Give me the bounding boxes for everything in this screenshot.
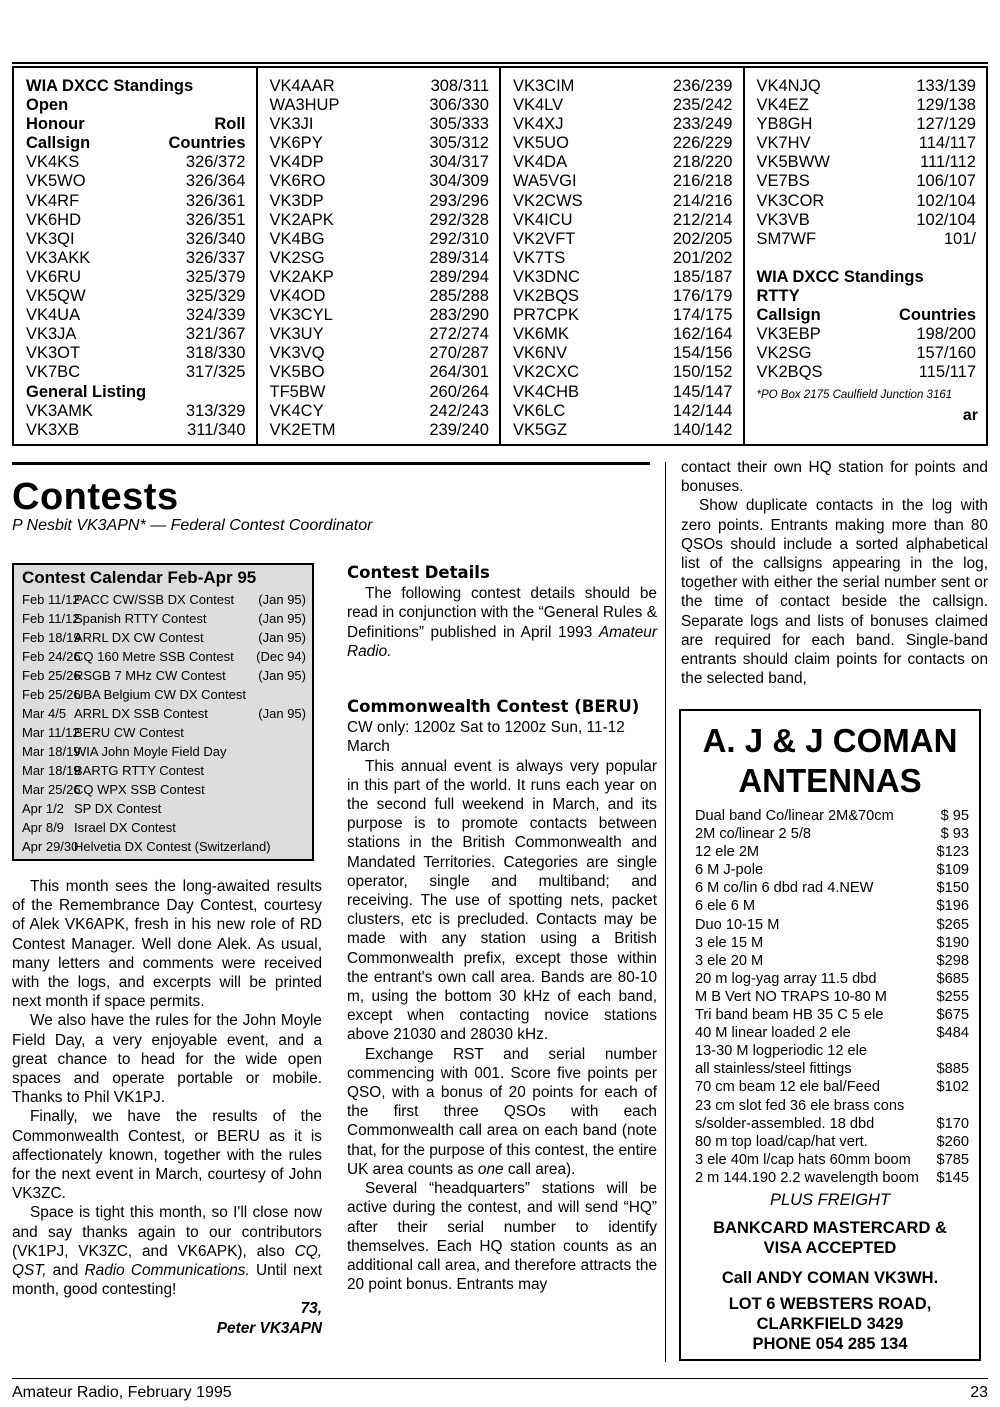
- intro-paragraph: This month sees the long-awaited results of the Remembrance Day Contest, courtesy of Alek VK6APK, fresh in his new role of RD Contest Manager. Well done Alek. As usual, many letters and comments were received with the logs, and excerpts will be printed next month if space permits.: [12, 878, 322, 1011]
- rules-paragraph: Show duplicate contacts in the log with zero points. Entrants making more than 80 QSOs should include a sorted alphabetical list of the callsigns appearing in the log, together with either the serial number sent or the time of contact beside the callsign. Separate logs and lists of bonuses claimed are required for each band. Single-band entrants should claim points for contacts on the selected band,: [681, 497, 988, 688]
- table-row: VK6PY 305/312: [269, 134, 489, 153]
- table-row: VK5BO 264/301: [269, 363, 489, 382]
- table-row: 3 ele 40m l/cap hats 60mm boom $785: [695, 1151, 969, 1168]
- table-row: WA5VGI 216/218: [513, 172, 733, 191]
- beru-paragraph: Several “headquarters” stations will be active during the contest, and will send “HQ” after their serial number to identify themselves. Each HQ station counts as an additional call area, and therefore attracts the 20 point bonus. Entrants may: [347, 1180, 657, 1294]
- table-row: 6 M J-pole $109: [695, 862, 969, 879]
- footer-publication: Amateur Radio, February 1995: [12, 1384, 232, 1401]
- table-row: VK7BC 317/325: [26, 363, 246, 382]
- payment-line: VISA ACCEPTED: [763, 1238, 897, 1257]
- table-row: VK3AMK 313/329: [26, 401, 246, 420]
- table-row: VK4KS 326/372: [26, 153, 246, 172]
- table-row: VK3DNC 185/187: [513, 267, 733, 286]
- standings-column-1: [14, 68, 256, 444]
- table-row: VK3CYL 283/290: [269, 306, 489, 325]
- table-row: VK2APK 292/328: [269, 210, 489, 229]
- table-row: VK3VB 102/104: [756, 210, 976, 229]
- table-row: VK6NV 154/156: [513, 344, 733, 363]
- end-mark: ar: [962, 406, 978, 424]
- contact-line: Call ANDY COMAN VK3WH.: [721, 1268, 939, 1287]
- table-row: Duo 10-15 M $265: [695, 916, 969, 933]
- calendar-list: [14, 590, 312, 856]
- price-list: [681, 801, 979, 1187]
- signoff: 73,: [300, 1300, 322, 1318]
- address-line: LOT 6 WEBSTERS ROAD,: [728, 1294, 932, 1313]
- standings-column-3: [499, 68, 743, 444]
- table-row: VK3DP 293/296: [269, 191, 489, 210]
- table-row: VK3CIM 236/239: [513, 77, 733, 95]
- calendar-row: Feb 11/12 Spanish RTTY Contest (Jan 95): [22, 611, 306, 626]
- table-row: VK3OT 318/330: [26, 344, 246, 363]
- standings-sub-open: Open: [26, 96, 69, 115]
- page-number: 23: [970, 1384, 988, 1401]
- intro-paragraph: Space is tight this month, so I'll close now and say thanks again to our contributors (VK1PJ, VK3ZC, and VK6APK), also CQ, QST, and Radio Communications. Until next month, good contesting!: [12, 1204, 322, 1299]
- table-row: VK3QI 326/340: [26, 229, 246, 248]
- table-row: VK5BWW 111/112: [756, 153, 976, 172]
- table-row: VK5WO 326/364: [26, 172, 246, 191]
- beru-times: CW only: 1200z Sat to 1200z Sun, 11-12 March: [347, 719, 625, 756]
- general-list: [26, 402, 248, 440]
- table-row: VK3VQ 270/287: [269, 344, 489, 363]
- table-row: VK2BQS 115/117: [756, 363, 976, 382]
- calendar-row: Apr 1/2 SP DX Contest: [22, 801, 162, 816]
- table-row: VK4RF 326/361: [26, 191, 246, 210]
- calendar-row: Mar 4/5 ARRL DX SSB Contest (Jan 95): [22, 706, 306, 721]
- table-row: VK3AKK 326/337: [26, 248, 246, 267]
- table-row: 6 ele 6 M $196: [695, 898, 969, 915]
- table-row: 3 ele 20 M $298: [695, 952, 969, 969]
- table-row: VK3JI 305/333: [269, 115, 489, 134]
- payment-line: BANKCARD MASTERCARD &: [713, 1218, 947, 1237]
- details-paragraph: The following contest details should be read in conjunction with the “General Rules & Definitions” published in April 1993 Amateur Radio.: [347, 585, 657, 660]
- calendar-row: Feb 25/26 UBA Belgium CW DX Contest: [22, 687, 246, 702]
- table-row: 20 m log-yag array 11.5 dbd $685: [695, 970, 969, 987]
- column-header: Callsign Countries: [26, 134, 246, 153]
- section-title: Contests: [12, 476, 179, 518]
- rtty-column-header: Callsign Countries: [756, 306, 976, 325]
- table-row: VK4DA 218/220: [513, 153, 733, 172]
- table-row: M B Vert NO TRAPS 10-80 M $255: [695, 988, 969, 1005]
- table-row: VK6LC 142/144: [513, 401, 733, 420]
- general-listing-heading: General Listing: [26, 382, 147, 401]
- column-rule: [665, 462, 666, 1362]
- table-row: VK6RO 304/309: [269, 172, 489, 191]
- rules-paragraph: contact their own HQ station for points and bonuses.: [681, 459, 988, 496]
- table-row: VK6HD 326/351: [26, 210, 246, 229]
- table-row: VK6RU 325/379: [26, 267, 246, 286]
- table-row: VK3EBP 198/200: [756, 325, 976, 344]
- rtty-title: WIA DXCC Standings: [756, 267, 924, 286]
- table-row: VK2CXC 150/152: [513, 363, 733, 382]
- top-rule: [12, 62, 988, 64]
- table-row: VK2VFT 202/205: [513, 229, 733, 248]
- section-rule: [12, 462, 650, 465]
- table-row: s/solder-assembled. 18 dbd $170: [695, 1115, 969, 1132]
- table-row: all stainless/steel fittings $885: [695, 1061, 969, 1078]
- table-row: YB8GH 127/129: [756, 115, 976, 134]
- freight-note: PLUS FREIGHT: [769, 1190, 891, 1209]
- table-row: 70 cm beam 12 ele bal/Feed $102: [695, 1079, 969, 1096]
- standings-column-4: [743, 68, 987, 444]
- intro-paragraph: We also have the rules for the John Moyle Field Day, a very enjoyable event, and a great chance to head for the wide open spaces and operate portable or mobile. Thanks to Phil VK1PJ.: [12, 1012, 322, 1107]
- table-row: VK2SG 289/314: [269, 248, 489, 267]
- beru-heading: Commonwealth Contest (BERU): [347, 697, 640, 717]
- calendar-row: Feb 11/12 PACC CW/SSB DX Contest (Jan 95): [22, 592, 306, 607]
- rules-column: [681, 458, 988, 688]
- table-row: VK2BQS 176/179: [513, 287, 733, 306]
- table-row: VK4XJ 233/249: [513, 115, 733, 134]
- calendar-row: Apr 8/9 Israel DX Contest: [22, 820, 176, 835]
- table-row: VK3UY 272/274: [269, 325, 489, 344]
- table-row: VK5GZ 140/142: [513, 420, 733, 439]
- table-row: VK4ICU 212/214: [513, 210, 733, 229]
- table-row: VK2CWS 214/216: [513, 191, 733, 210]
- dxcc-standings-table: [12, 66, 988, 446]
- intro-paragraph: Finally, we have the results of the Commonwealth Contest, or BERU as it is affectionately known, together with the rules for the next event in March, courtesy of John VK3ZC.: [12, 1108, 322, 1203]
- table-row: 40 M linear loaded 2 ele $484: [695, 1025, 969, 1042]
- calendar-title: Contest Calendar Feb-Apr 95: [22, 568, 257, 587]
- table-row: VK2SG 157/160: [756, 344, 976, 363]
- author-address: *PO Box 2175 Caulfield Junction 3161: [756, 389, 953, 402]
- table-row: VK4CY 242/243: [269, 401, 489, 420]
- standings-list: [757, 77, 979, 249]
- table-row: Tri band beam HB 35 C 5 ele $675: [695, 1007, 969, 1024]
- calendar-row: Mar 18/19 BARTG RTTY Contest: [22, 763, 205, 778]
- intro-column: [12, 877, 322, 1338]
- table-row: 2M co/linear 2 5/8 $ 93: [695, 826, 969, 843]
- byline: P Nesbit VK3APN* — Federal Contest Coordinator: [12, 517, 373, 534]
- signature: Peter VK3APN: [216, 1319, 322, 1337]
- table-row: 3 ele 15 M $190: [695, 934, 969, 951]
- footer-rule: [12, 1378, 988, 1379]
- table-row: VK4AAR 308/311: [269, 77, 489, 95]
- table-row: VK4UA 324/339: [26, 306, 246, 325]
- rtty-list: [757, 325, 979, 382]
- table-row: 13-30 M logperiodic 12 ele: [695, 1043, 867, 1060]
- beru-paragraph: This annual event is always very popular in this part of the world. It runs each year on the second full weekend in March, and its purpose is to promote contacts between stations in the British Commonwealth and Mandated Territories. Categories are single operator, single and multiband; and receiving. The use of spotting nets, packet clusters, etc is precluded. Contacts may be made with any station using a British Commonwealth prefix, except those within the entrant's own call area. Bands are 80-10 m, using the bottom 30 kHz of each band, except when contacting novice stations above 21030 and 28030 kHz.: [347, 757, 657, 1044]
- table-row: VK4NJQ 133/139: [756, 77, 976, 95]
- table-row: VK3COR 102/104: [756, 191, 976, 210]
- calendar-row: Mar 25/26 CQ WPX SSB Contest: [22, 782, 205, 797]
- beru-paragraph: Exchange RST and serial number commencing with 001. Score five points per QSO, with a bonus of 20 points for each of the first three QSOs with each Commonwealth call area on each band (note that, for the purpose of this contest, the entire UK area counts as one call area).: [347, 1045, 657, 1178]
- calendar-row: Mar 18/19 WIA John Moyle Field Day: [22, 744, 227, 759]
- standings-column-2: [256, 68, 500, 444]
- table-row: VK5UO 226/229: [513, 134, 733, 153]
- calendar-row: Mar 11/12 BERU CW Contest: [22, 725, 184, 740]
- table-row: 23 cm slot fed 36 ele brass cons: [695, 1097, 905, 1114]
- antenna-advertisement: [679, 709, 981, 1361]
- table-row: VK4BG 292/310: [269, 229, 489, 248]
- calendar-row: Feb 25/26 RSGB 7 MHz CW Contest (Jan 95): [22, 668, 306, 683]
- table-row: VK4CHB 145/147: [513, 382, 733, 401]
- table-row: VK3XB 311/340: [26, 420, 246, 439]
- table-row: VK4OD 285/288: [269, 287, 489, 306]
- table-row: 2 m 144.190 2.2 wavelength boom $145: [695, 1169, 969, 1186]
- table-row: SM7WF 101/: [756, 229, 976, 248]
- table-row: 12 ele 2M $123: [695, 844, 969, 861]
- honour-list: [26, 153, 248, 382]
- contest-calendar: [12, 563, 314, 861]
- table-row: Dual band Co/linear 2M&70cm $ 95: [695, 808, 969, 824]
- table-row: VK4LV 235/242: [513, 96, 733, 115]
- table-row: VE7BS 106/107: [756, 172, 976, 191]
- calendar-row: Apr 29/30 Helvetia DX Contest (Switzerland): [22, 839, 271, 854]
- table-row: VK4EZ 129/138: [756, 96, 976, 115]
- calendar-row: Feb 24/26 CQ 160 Metre SSB Contest (Dec 94): [22, 649, 306, 664]
- table-row: VK5QW 325/329: [26, 287, 246, 306]
- contest-details-heading: Contest Details: [347, 563, 490, 582]
- table-row: WA3HUP 306/330: [269, 96, 489, 115]
- table-row: VK6MK 162/164: [513, 325, 733, 344]
- honour-row: Honour Roll: [26, 115, 246, 134]
- phone-line: PHONE 054 285 134: [752, 1334, 908, 1353]
- table-row: 6 M co/lin 6 dbd rad 4.NEW $150: [695, 880, 969, 897]
- table-row: TF5BW 260/264: [269, 382, 489, 401]
- table-row: VK2ETM 239/240: [269, 420, 489, 439]
- table-row: VK7TS 201/202: [513, 248, 733, 267]
- table-row: PR7CPK 174/175: [513, 306, 733, 325]
- table-row: 80 m top load/cap/hat vert. $260: [695, 1133, 969, 1150]
- table-row: VK4DP 304/317: [269, 153, 489, 172]
- ad-title: A. J & J COMAN ANTENNAS: [702, 722, 958, 799]
- standings-title: WIA DXCC Standings: [26, 77, 194, 95]
- table-row: VK2AKP 289/294: [269, 267, 489, 286]
- rtty-sub: RTTY: [756, 286, 800, 305]
- details-column: [347, 563, 657, 1294]
- calendar-row: Feb 18/19 ARRL DX CW Contest (Jan 95): [22, 630, 306, 645]
- table-row: VK3JA 321/367: [26, 325, 246, 344]
- address-line: CLARKFIELD 3429: [756, 1314, 904, 1333]
- table-row: VK7HV 114/117: [756, 134, 976, 153]
